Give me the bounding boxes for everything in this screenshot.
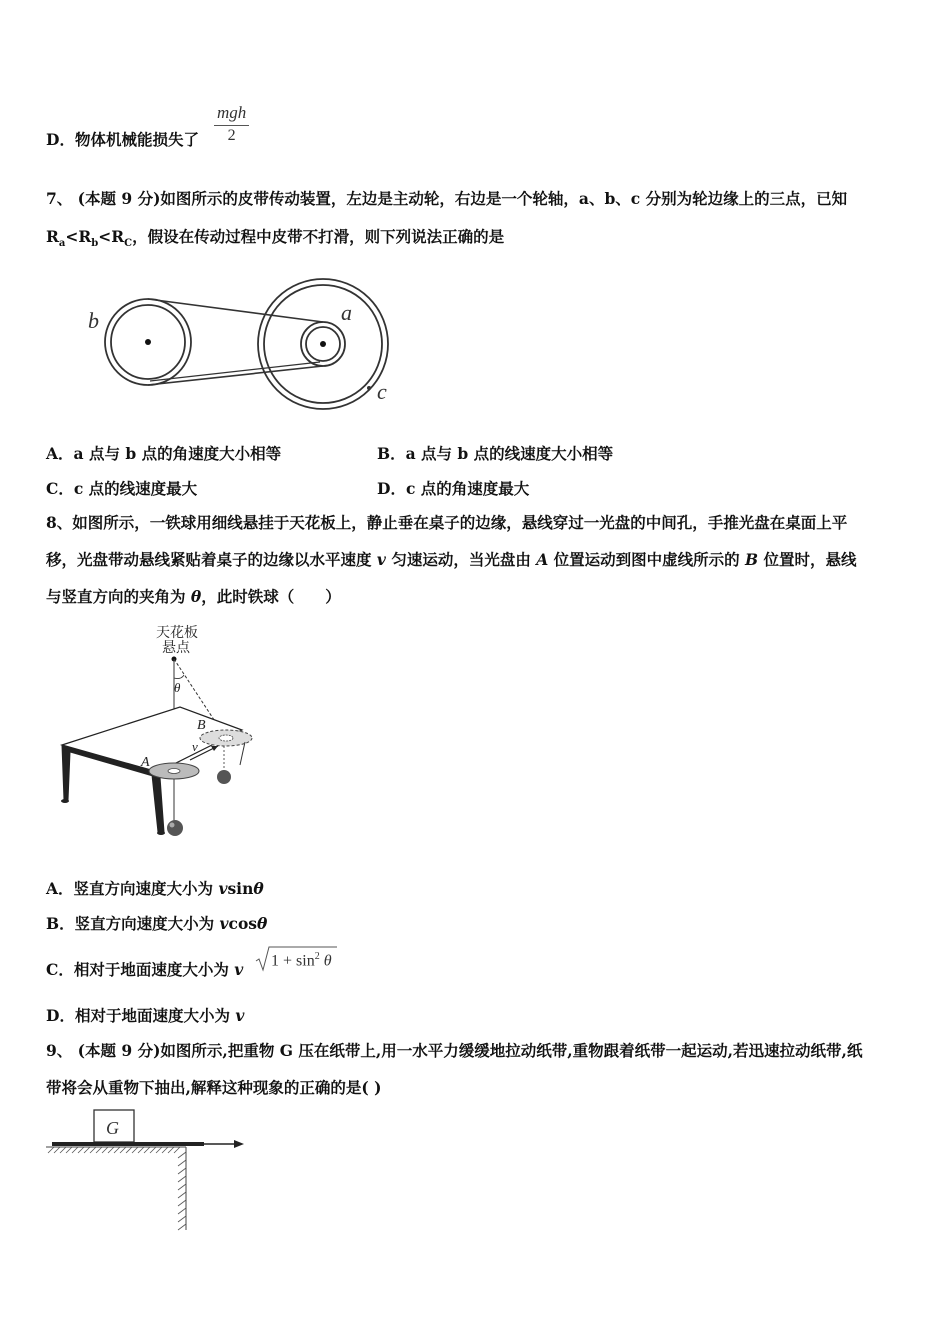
fraction-denominator: 2 xyxy=(227,127,236,144)
label-B: B xyxy=(197,718,206,733)
point-c-marker xyxy=(367,386,371,390)
q8-stem-line1: 8、如图所示，一铁球用细线悬挂于天花板上，静止垂在桌子的边缘，悬线穿过一光盘的中间孔，手推光盘在桌面上平 xyxy=(46,513,848,532)
q7-option-a: A．a 点与 b 点的角速度大小相等 xyxy=(46,444,282,463)
q8-option-a: A．竖直方向速度大小为 vsinθ xyxy=(46,879,264,898)
label-b: b xyxy=(88,308,99,333)
fraction-numerator: mgh xyxy=(214,103,249,126)
belt-bottom-inner xyxy=(150,362,320,381)
q8-stem-line2: 移，光盘带动悬线紧贴着桌子的边缘以水平速度 v 匀速运动，当光盘由 A 位置运动到图中虚线所示的 B 位置时，悬线 xyxy=(46,550,857,569)
root-body: $1 + \sin^2 \theta$ xyxy=(271,951,332,970)
table-pendulum-figure xyxy=(50,620,270,850)
wheel-b-center xyxy=(145,339,151,345)
q7-option-b: B．a 点与 b 点的线速度大小相等 xyxy=(377,444,614,463)
q8-option-d: D．相对于地面速度大小为 v xyxy=(46,1006,245,1025)
q6-option-d: D．物体机械能损失了 xyxy=(46,130,199,149)
table-leg-left xyxy=(62,745,70,800)
q7-stem-line2: $R_a<R_b<R_C$，假设在传动过程中皮带不打滑，则下列说法正确的是 xyxy=(46,227,505,250)
label-a: a xyxy=(341,300,352,325)
label-G: G xyxy=(106,1118,119,1138)
q8-option-c: C．相对于地面速度大小为 v xyxy=(46,960,244,979)
q8-stem-line3: 与竖直方向的夹角为 θ，此时铁球（ ） xyxy=(46,587,341,606)
label-v: v xyxy=(192,739,198,754)
q6-option-d-fraction xyxy=(214,103,249,145)
theta-arc xyxy=(174,675,184,679)
belt-drive-figure xyxy=(80,268,420,418)
q8-option-b: B．竖直方向速度大小为 vcosθ xyxy=(46,914,268,933)
ball-a xyxy=(167,820,183,836)
q7-stem-line1: 7、 (本题 9 分)如图所示的皮带传动装置，左边是主动轮，右边是一个轮轴，a、b、c 分别为轮边缘上的三点，已知 xyxy=(46,189,848,208)
paper-strip-figure xyxy=(44,1108,254,1233)
edge-hatching xyxy=(178,1152,186,1230)
q9-stem-line2: 带将会从重物下抽出,解释这种现象的正确的是( ) xyxy=(46,1078,382,1097)
q7-option-d: D．c 点的角速度最大 xyxy=(377,479,530,498)
q7-option-c: C．c 点的线速度最大 xyxy=(46,479,198,498)
label-A: A xyxy=(141,755,150,770)
belt-top xyxy=(148,299,323,322)
theta-label: θ xyxy=(174,680,181,695)
pivot-label: 悬点 xyxy=(162,641,190,656)
surface-hatching xyxy=(48,1147,180,1153)
q9-stem-line1: 9、 (本题 9 分)如图所示,把重物 G 压在纸带上,用一水平力缓缓地拉动纸带,重物跟着纸带一起运动,若迅速拉动纸带,纸 xyxy=(46,1041,863,1060)
table-leg-front xyxy=(152,775,164,832)
ceiling-label: 天花板 xyxy=(156,626,198,641)
axle-center xyxy=(320,341,326,347)
label-c: c xyxy=(377,379,387,404)
ball-b xyxy=(217,770,231,784)
